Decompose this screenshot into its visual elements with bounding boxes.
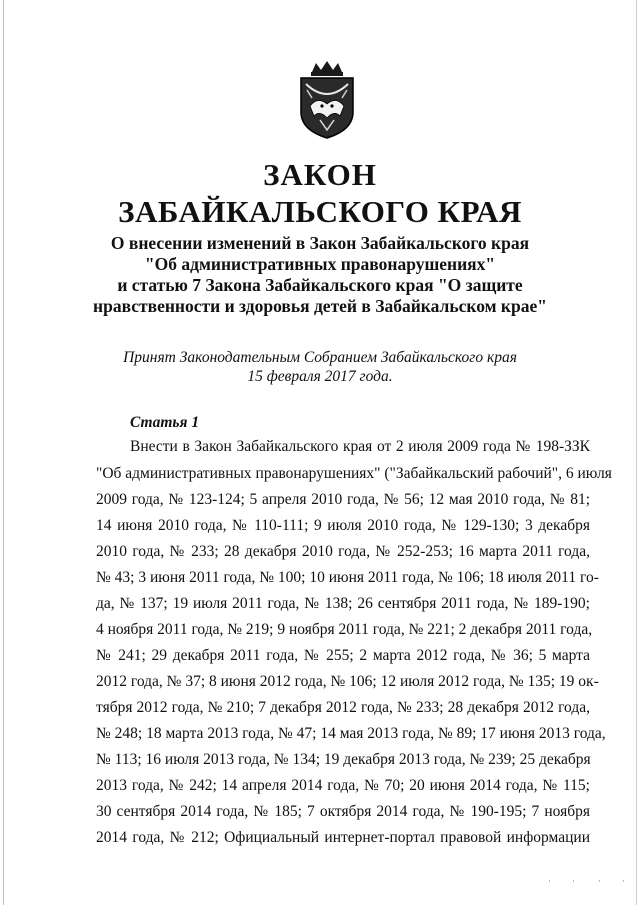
body-line: 2012 года, № 37; 8 июня 2012 года, № 106; 12 июля 2012 года, № 135; 19 ок-	[96, 673, 599, 690]
body-line: № 241; 29 декабря 2011 года, № 255; 2 марта 2012 года, № 36; 5 марта	[96, 647, 590, 664]
subtitle-line: "Об административных правонарушениях"	[144, 254, 496, 274]
adoption-line: 15 февраля 2017 года.	[247, 368, 393, 385]
subtitle-line: и статью 7 Закона Забайкальского края "О защите	[117, 275, 523, 295]
body-line: № 113; 16 июля 2013 года, № 134; 19 декабря 2013 года, № 239; 25 декабря	[96, 751, 591, 768]
scan-edge-right	[636, 0, 637, 905]
scan-speck: ·	[548, 876, 551, 886]
document-title-line1: ЗАКОН	[263, 157, 377, 192]
body-line: 2009 года, № 123-124; 5 апреля 2010 года, № 56; 12 мая 2010 года, № 81;	[96, 491, 590, 508]
coat-of-arms-icon	[298, 60, 356, 140]
scan-speck: ·	[598, 876, 601, 886]
adoption-line: Принят Законодательным Собранием Забайкальского края	[123, 349, 517, 366]
body-line: 2010 года, № 233; 28 декабря 2010 года, № 252-253; 16 марта 2011 года,	[96, 543, 590, 560]
body-line: № 248; 18 марта 2013 года, № 47; 14 мая 2013 года, № 89; 17 июня 2013 года,	[96, 725, 606, 742]
document-title-line2: ЗАБАЙКАЛЬСКОГО КРАЯ	[118, 194, 522, 229]
scan-edge-left	[3, 0, 4, 905]
scan-speck: ·	[622, 876, 625, 886]
subtitle-line: нравственности и здоровья детей в Забайкальском крае"	[93, 296, 547, 316]
body-line: 14 июня 2010 года, № 110-111; 9 июля 2010 года, № 129-130; 3 декабря	[96, 517, 590, 534]
body-line: 2014 года, № 212; Официальный интернет-портал правовой информации	[96, 829, 590, 846]
body-line: 2013 года, № 242; 14 апреля 2014 года, № 70; 20 июня 2014 года, № 115;	[96, 777, 590, 794]
scan-speck: ·	[572, 876, 575, 886]
body-line: "Об административных правонарушениях" ("Забайкальский рабочий", 6 июля	[96, 465, 612, 482]
body-line: № 43; 3 июня 2011 года, № 100; 10 июня 2011 года, № 106; 18 июля 2011 го-	[96, 569, 599, 586]
subtitle-line: О внесении изменений в Закон Забайкальского края	[110, 233, 530, 253]
body-line: да, № 137; 19 июля 2011 года, № 138; 26 сентября 2011 года, № 189-190;	[96, 595, 590, 612]
body-line: 4 ноября 2011 года, № 219; 9 ноября 2011 года, № 221; 2 декабря 2011 года,	[96, 621, 593, 638]
document-subtitle	[60, 233, 580, 317]
body-line: 30 сентября 2014 года, № 185; 7 октября 2014 года, № 190-195; 7 ноября	[96, 803, 590, 820]
body-line: тября 2012 года, № 210; 7 декабря 2012 года, № 233; 28 декабря 2012 года,	[96, 699, 590, 716]
adoption-note	[60, 348, 580, 386]
article-heading: Статья 1	[130, 414, 200, 431]
body-line: Внести в Закон Забайкальского края от 2 июля 2009 года № 198-ЗЗК	[130, 438, 590, 455]
